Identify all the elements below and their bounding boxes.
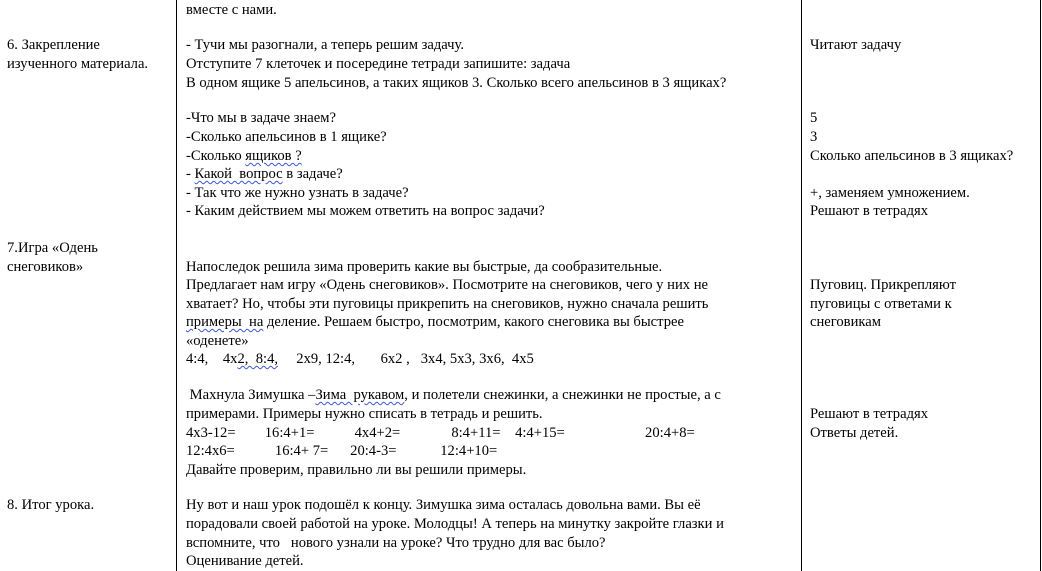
text-line: Ну вот и наш урок подошёл к концу. Зимушка зима осталась довольна вами. Вы её	[186, 497, 701, 513]
text-line: Отступите 7 клеточек и посередине тетради запишите: задача	[186, 56, 571, 72]
text-line	[186, 386, 721, 405]
text-line: Оценивание детей.	[186, 553, 304, 569]
student-answer: 3	[810, 129, 818, 145]
student-answer: Сколько апельсинов в 3 ящиках?	[810, 148, 1014, 164]
student-answer: Читают задачу	[810, 37, 902, 53]
question-line	[186, 147, 302, 166]
text-fragment: 4:4, 4х	[186, 351, 238, 367]
text-line	[186, 313, 684, 332]
text-line: Предлагает нам игру «Одень снеговиков». Посмотрите на снеговиков, чего у них не	[186, 277, 708, 293]
text-line: вспомните, что нового узнали на уроке? Что трудно для вас было?	[186, 535, 606, 551]
text-fragment: -Сколько	[186, 148, 246, 164]
text-fragment: -	[186, 166, 195, 182]
spellcheck-text: Зима рукавом	[315, 387, 405, 403]
student-answer: Решают в тетрадях	[810, 406, 929, 422]
examples-row: 4х3-12= 16:4+1= 4х4+2= 8:4+11= 4:4+15= 20:4+8=	[186, 425, 695, 441]
student-answer: 5	[810, 110, 818, 126]
student-answer: +, заменяем умножением.	[810, 185, 970, 201]
examples-row: 12:4х6= 16:4+ 7= 20:4-3= 12:4+10=	[186, 443, 498, 459]
column-divider-right	[801, 0, 802, 571]
student-answer: Ответы детей.	[810, 425, 899, 441]
text-line: Напоследок решила зима проверить какие вы быстрые, да сообразительные.	[186, 259, 663, 275]
text-line: хватает? Но, чтобы эти пуговицы прикрепить на снеговиков, нужно сначала решить	[186, 296, 709, 312]
text-line: вместе с нами.	[186, 2, 277, 18]
stage-6-title: 6. Закрепление изученного материала.	[7, 37, 149, 72]
stage-8-title: 8. Итог урока.	[7, 497, 95, 513]
student-answer: Решают в тетрадях	[810, 203, 929, 219]
text-fragment: , и полетели снежинки, а снежинки не простые, а с	[404, 387, 721, 403]
spellcheck-text: ящиков ?	[245, 148, 302, 164]
stage-7-title: 7.Игра «Одень снеговиков»	[7, 240, 98, 275]
question-line	[186, 165, 343, 184]
question-line: -Сколько апельсинов в 1 ящике?	[186, 129, 387, 145]
question-line: - Каким действием мы можем ответить на вопрос задачи?	[186, 203, 545, 219]
spellcheck-text: примеры на	[186, 314, 264, 330]
text-fragment: Махнула Зимушка –	[186, 387, 316, 403]
question-line: - Так что же нужно узнать в задаче?	[186, 185, 409, 201]
text-line: Давайте проверим, правильно ли вы решили примеры.	[186, 462, 527, 478]
spellcheck-text: 2, 8:4,	[237, 351, 279, 367]
text-fragment: 2х9, 12:4, 6х2 , 3х4, 5х3, 3х6, 4х5	[278, 351, 534, 367]
expression-list	[186, 350, 534, 369]
text-fragment: деление. Решаем быстро, посмотрим, какого снеговика вы быстрее	[263, 314, 684, 330]
task-statement: В одном ящике 5 апельсинов, а таких ящиков 3. Сколько всего апельсинов в 3 ящиках?	[186, 75, 727, 91]
student-answer: Пуговиц. Прикрепляют пуговицы с ответами к снеговикам	[810, 277, 956, 331]
column-divider-left	[176, 0, 177, 571]
spellcheck-text: Какой вопрос	[194, 166, 283, 182]
text-fragment: в задаче?	[282, 166, 343, 182]
text-line: - Тучи мы разогнали, а теперь решим задачу.	[186, 37, 464, 53]
text-line: «оденете»	[186, 333, 249, 349]
text-line: порадовали своей работой на уроке. Молодцы! А теперь на минутку закройте глазки и	[186, 516, 724, 532]
text-line: примерами. Примеры нужно списать в тетрадь и решить.	[186, 406, 543, 422]
question-line: -Что мы в задаче знаем?	[186, 110, 336, 126]
table-right-border	[1040, 0, 1041, 571]
